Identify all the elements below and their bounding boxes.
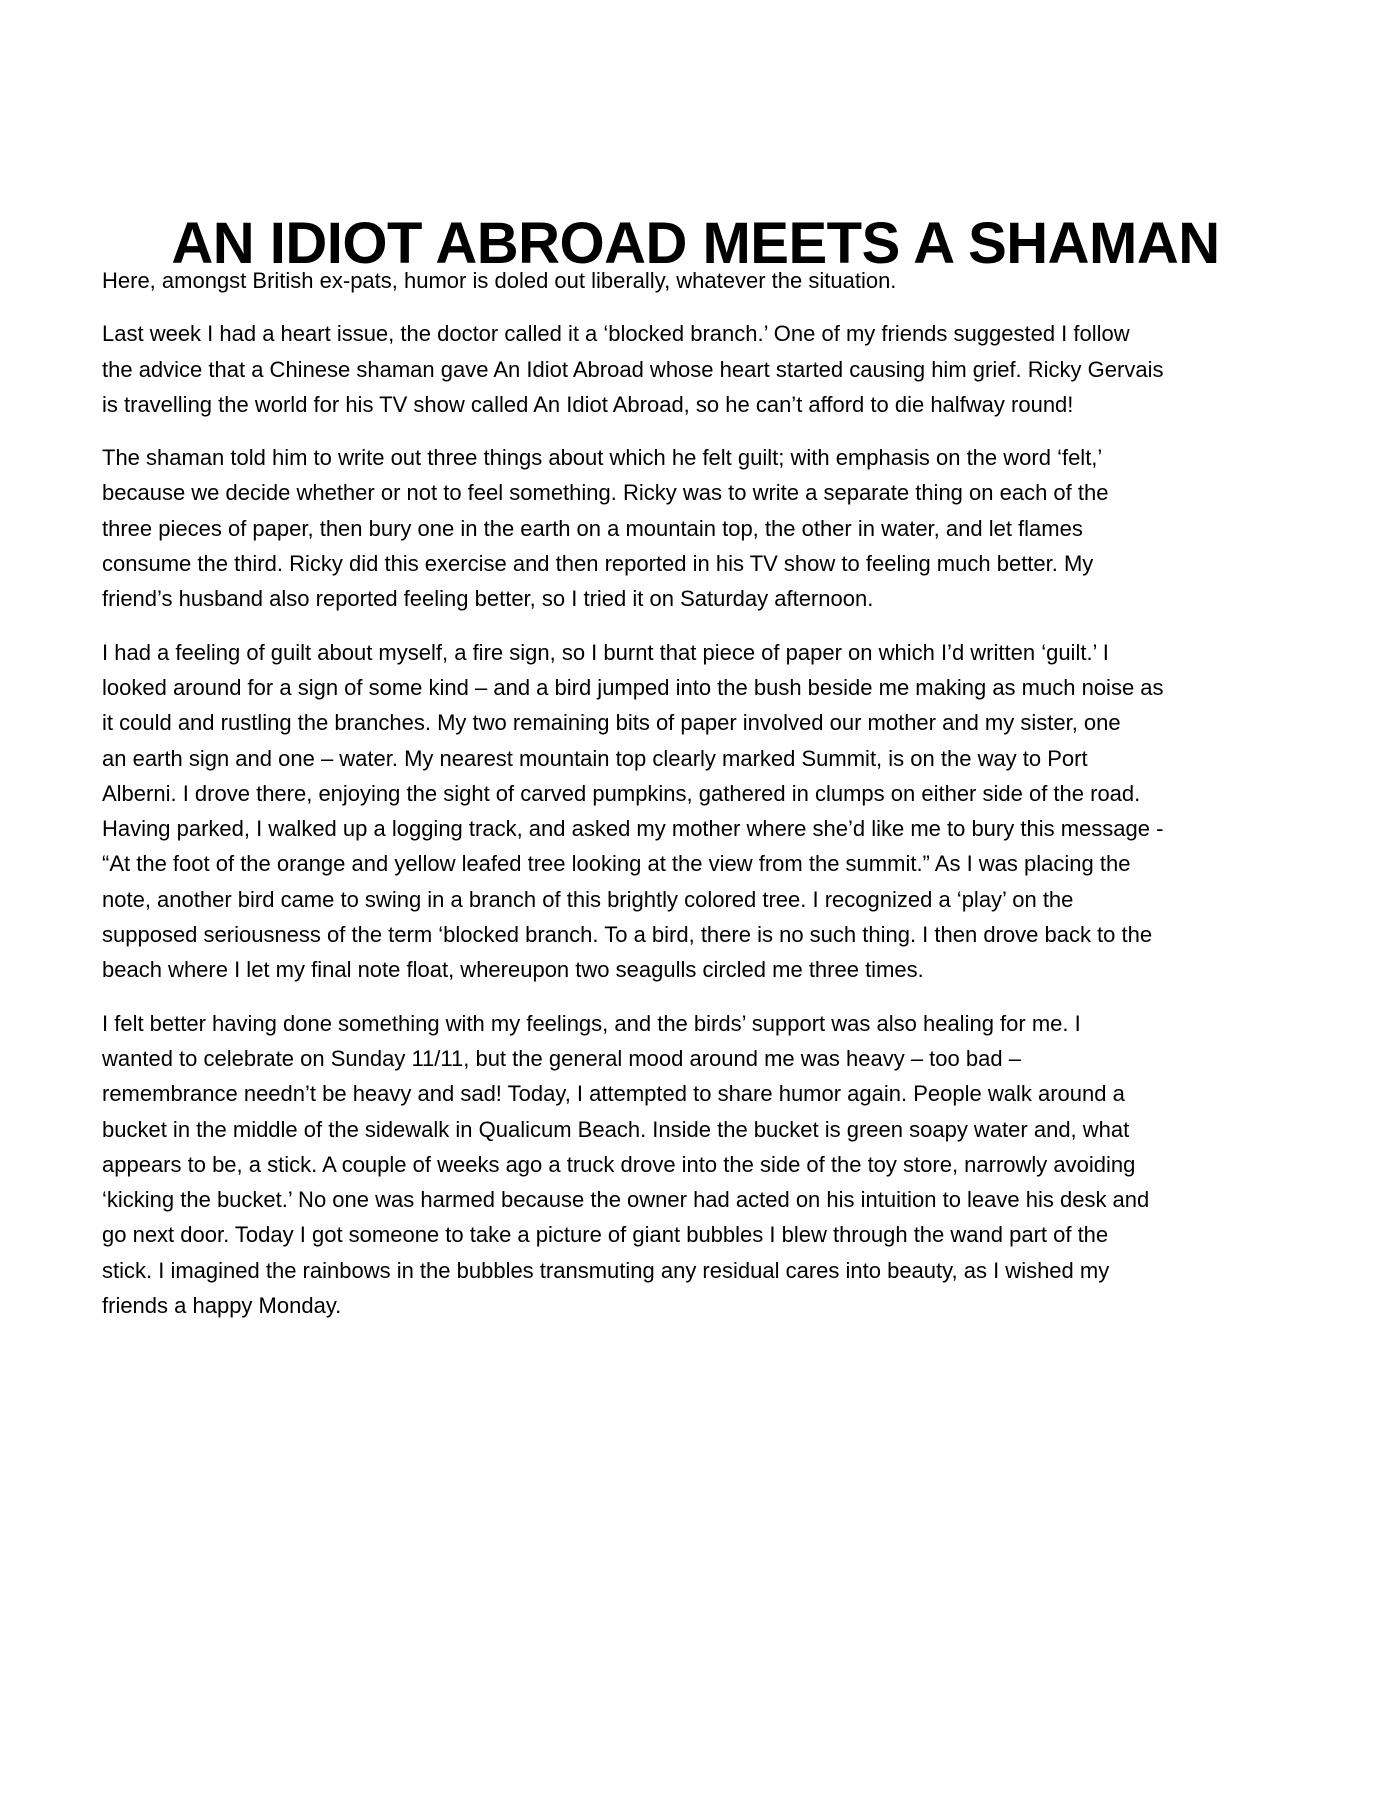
- text-line: Here, amongst British ex-pats, humor is doled out liberally, whatever the situation.: [102, 268, 897, 293]
- text-line: beach where I let my final note float, whereupon two seagulls circled me three times.: [102, 957, 924, 983]
- text-line: appears to be, a stick. A couple of weeks ago a truck drove into the side of the toy store, narrowly avoiding: [102, 1151, 1136, 1177]
- text-line: The shaman told him to write out three things about which he felt guilt; with emphasis on the word ‘felt,’: [102, 445, 1103, 471]
- text-line: consume the third. Ricky did this exercise and then reported in his TV show to feeling much better. My: [102, 551, 1094, 577]
- text-line: ‘kicking the bucket.’ No one was harmed because the owner had acted on his intuition to leave his desk and: [102, 1187, 1150, 1213]
- text-line: friend’s husband also reported feeling better, so I tried it on Saturday afternoon.: [102, 586, 874, 612]
- text-line: friends a happy Monday.: [102, 1293, 342, 1319]
- text-line: go next door. Today I got someone to take a picture of giant bubbles I blew through the wand part of the: [102, 1222, 1109, 1248]
- text-line: three pieces of paper, then bury one in the earth on a mountain top, the other in water, and let flames: [102, 515, 1083, 541]
- text-line: supposed seriousness of the term ‘blocked branch. To a bird, there is no such thing. I then drove back to the: [102, 922, 1153, 948]
- text-line: Having parked, I walked up a logging track, and asked my mother where she’d like me to bury this message -: [102, 816, 1164, 842]
- text-line: it could and rustling the branches. My two remaining bits of paper involved our mother and my sister, one: [102, 710, 1121, 736]
- text-line: looked around for a sign of some kind – and a bird jumped into the bush beside me making as much noise as: [102, 674, 1164, 700]
- text-line: an earth sign and one – water. My nearest mountain top clearly marked Summit, is on the way to Port: [102, 745, 1088, 771]
- paragraph: [102, 1006, 1302, 1324]
- text-line: Alberni. I drove there, enjoying the sight of carved pumpkins, gathered in clumps on either side of the road.: [102, 780, 1141, 806]
- paragraph: [102, 635, 1302, 988]
- paragraph: [102, 440, 1302, 616]
- text-line: the advice that a Chinese shaman gave An Idiot Abroad whose heart started causing him grief. Ricky Gervais: [102, 356, 1164, 382]
- text-line: because we decide whether or not to feel something. Ricky was to write a separate thing on each of the: [102, 480, 1109, 506]
- text-line: I had a feeling of guilt about myself, a fire sign, so I burnt that piece of paper on which I’d written ‘guilt.’ I: [102, 639, 1109, 665]
- text-line: wanted to celebrate on Sunday 11/11, but the general mood around me was heavy – too bad –: [102, 1045, 1021, 1071]
- text-line: Last week I had a heart issue, the doctor called it a ‘blocked branch.’ One of my friends suggested I follow: [102, 321, 1130, 347]
- document-body: [102, 263, 1302, 1341]
- text-line: note, another bird came to swing in a branch of this brightly colored tree. I recognized a ‘play’ on the: [102, 886, 1074, 912]
- text-line: remembrance needn’t be heavy and sad! Today, I attempted to share humor again. People walk around a: [102, 1081, 1125, 1107]
- text-line: “At the foot of the orange and yellow leafed tree looking at the view from the summit.” As I was placing the: [102, 851, 1131, 877]
- text-line: I felt better having done something with my feelings, and the birds’ support was also healing for me. I: [102, 1010, 1081, 1036]
- paragraph: [102, 263, 1302, 298]
- page-title: AN IDIOT ABROAD MEETS A SHAMAN: [171, 210, 1220, 276]
- text-line: stick. I imagined the rainbows in the bubbles transmuting any residual cares into beauty, as I wished my: [102, 1257, 1110, 1283]
- paragraph: [102, 316, 1302, 422]
- text-line: is travelling the world for his TV show called An Idiot Abroad, so he can’t afford to die halfway round!: [102, 391, 1074, 417]
- text-line: bucket in the middle of the sidewalk in Qualicum Beach. Inside the bucket is green soapy water and, what: [102, 1116, 1130, 1142]
